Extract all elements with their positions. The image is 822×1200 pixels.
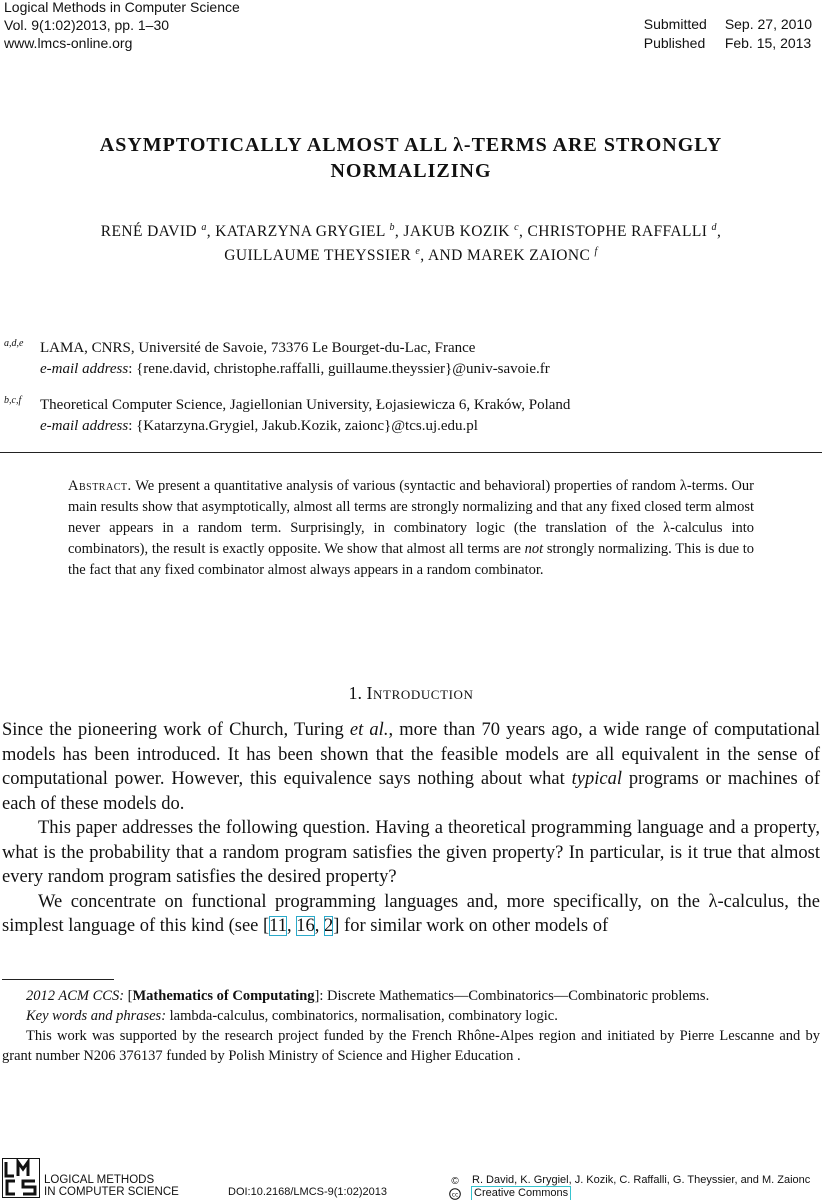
affiliation-marks: a,d,e	[4, 338, 24, 349]
citation-link[interactable]: 16	[296, 916, 315, 936]
abstract	[68, 476, 754, 581]
footnotes	[2, 986, 820, 1066]
creative-commons-link[interactable]: Creative Commons	[474, 1187, 569, 1199]
svg-text:cc: cc	[451, 1190, 459, 1198]
text-run: , more than 70 years ago, a wide range of computational models has been introduced. It has been shown that the feasible models are all equivalent in the sense of computational power. However, this equivalence says nothing about what	[2, 720, 821, 789]
text-run: programs or machines of each of these models do.	[2, 769, 821, 814]
text-run: ] for similar work on other models of	[333, 916, 609, 936]
dates-block	[644, 15, 812, 53]
citation-link[interactable]: 11	[269, 916, 287, 936]
text-run: We concentrate on functional programming languages and, more specifically, on the λ-calculus, the simplest language of this kind (see [	[2, 891, 820, 936]
author-mark: b	[389, 222, 395, 233]
email-label: e-mail address	[40, 361, 129, 377]
author-name: KATARZYNA GRYGIEL	[215, 223, 386, 241]
section-title: Introduction	[366, 683, 474, 703]
text-emphasis: typical	[571, 769, 622, 789]
section-number: 1.	[348, 683, 362, 703]
paragraph: We concentrate on functional programming languages and, more specifically, on the λ-calculus, the simplest language of this kind (see [11, 16, 2] for similar work on other models of	[2, 891, 820, 936]
footnote-label: 2012 ACM CCS:	[26, 988, 125, 1004]
footnote-rule	[2, 979, 114, 980]
body-text	[2, 718, 820, 939]
affiliation-address: Theoretical Computer Science, Jagiellonian University, Łojasiewicza 6, Kraków, Poland	[40, 397, 571, 413]
published-label: Published	[643, 35, 706, 51]
email-addresses: : {Katarzyna.Grygiel, Jakub.Kozik, zaionc}@tcs.uj.edu.pl	[128, 418, 478, 434]
license-block	[448, 1174, 810, 1200]
published-date: Feb. 15, 2013	[724, 35, 812, 51]
footnote-text: : Discrete Mathematics—Combinatorics—Combinatoric problems.	[319, 988, 710, 1004]
authors: RENÉ DAVID $^a$, KATARZYNA GRYGIEL $^b$, JAKUB KOZIK $^c$, CHRISTOPHE RAFFALLI $^d$, GUILLAUME THEYSSIER $^e$, AND MAREK ZAIONC $^f$	[100, 222, 722, 265]
abstract-emphasis: not	[524, 541, 544, 557]
submitted-label: Submitted	[643, 16, 707, 32]
journal-website: www.lmcs-online.org	[4, 35, 133, 51]
copyright-holders: R. David, K. Grygiel, J. Kozik, C. Raffalli, G. Theyssier, and M. Zaionc	[472, 1174, 811, 1186]
author-mark: d	[711, 222, 717, 233]
section-heading	[0, 683, 822, 704]
creative-commons-icon	[448, 1188, 462, 1200]
text-run: Since the pioneering work of Church, Turing	[2, 720, 344, 740]
author-mark: c	[514, 222, 519, 233]
lmcs-logo-icon	[2, 1158, 40, 1198]
email-label: e-mail address	[40, 418, 129, 434]
author-name: CHRISTOPHE RAFFALLI	[527, 223, 708, 241]
title-line-1: ASYMPTOTICALLY ALMOST ALL λ-TERMS ARE STRONGLY	[99, 134, 723, 156]
affiliation-address: LAMA, CNRS, Université de Savoie, 73376 Le Bourget-du-Lac, France	[40, 340, 476, 356]
logo-text	[44, 1174, 179, 1198]
abstract-label: Abstract.	[68, 478, 132, 494]
author-name: MAREK ZAIONC	[467, 247, 591, 265]
footnote-support: This work was supported by the research project funded by the French Rhône-Alpes region and initiated by Pierre Lescanne and by grant number N206 376137 funded by Polish Ministry of Science and Higher Education .	[2, 1028, 820, 1064]
title-line-2: NORMALIZING	[330, 160, 492, 182]
author-mark: f	[594, 246, 598, 258]
paragraph	[2, 718, 820, 816]
logo-text-line: LOGICAL METHODS	[44, 1174, 155, 1186]
citation-link[interactable]: 2	[324, 916, 334, 936]
footnote-bold: Mathematics of Computating	[132, 988, 315, 1004]
affiliation-marks: b,c,f	[4, 395, 22, 406]
footnote-text: lambda-calculus, combinatorics, normalisation, combinatory logic.	[169, 1008, 558, 1024]
footnote-ccs: 2012 ACM CCS: [Mathematics of Computating]: Discrete Mathematics—Combinatorics—Combinatoric problems.	[26, 988, 710, 1004]
author-name: JAKUB KOZIK	[403, 223, 510, 241]
submitted-date: Sep. 27, 2010	[724, 16, 812, 32]
journal-header	[4, 0, 240, 52]
affiliation-1	[4, 338, 550, 380]
doi: DOI:10.2168/LMCS-9(1:02)2013	[228, 1186, 387, 1198]
author-name: RENÉ DAVID	[100, 223, 198, 241]
text-emphasis: et al.	[349, 720, 389, 740]
footnote-label: Key words and phrases:	[26, 1008, 167, 1024]
paper-title	[0, 132, 822, 184]
footnote-keywords	[2, 1006, 820, 1026]
paragraph: This paper addresses the following question. Having a theoretical programming language and a property, what is the probability that a random program satisfies the given property? In particular, is it true that almost every random program satisfies the desired property?	[2, 818, 820, 887]
author-mark: e	[415, 246, 421, 258]
abstract-text-a: We present a quantitative analysis of various (syntactic and behavioral) properties of random λ-terms. Our main results show that asymptotically, almost all terms are strongly normalizing and that any fixed closed term almost never appears in a random term. Surprisingly, in combinatory logic (the translation of the λ-calculus into combinators), the result is exactly opposite. We show that almost all terms are	[68, 478, 754, 557]
journal-name: Logical Methods in Computer Science	[4, 0, 240, 15]
logo-text-line: IN COMPUTER SCIENCE	[44, 1186, 179, 1198]
divider	[0, 452, 822, 453]
author-mark: a	[201, 222, 207, 233]
email-addresses: : {rene.david, christophe.raffalli, guillaume.theyssier}@univ-savoie.fr	[128, 361, 550, 377]
affiliation-2	[4, 395, 570, 437]
authors-and: AND	[427, 247, 463, 265]
copyright-icon: ©	[451, 1175, 459, 1187]
journal-volume: Vol. 9(1:02)2013, pp. 1–30	[4, 17, 170, 33]
author-name: GUILLAUME THEYSSIER	[224, 247, 412, 265]
abstract-text-b: strongly normalizing. This is due to the fact that any fixed combinator almost always appears in a random combinator.	[68, 541, 754, 578]
